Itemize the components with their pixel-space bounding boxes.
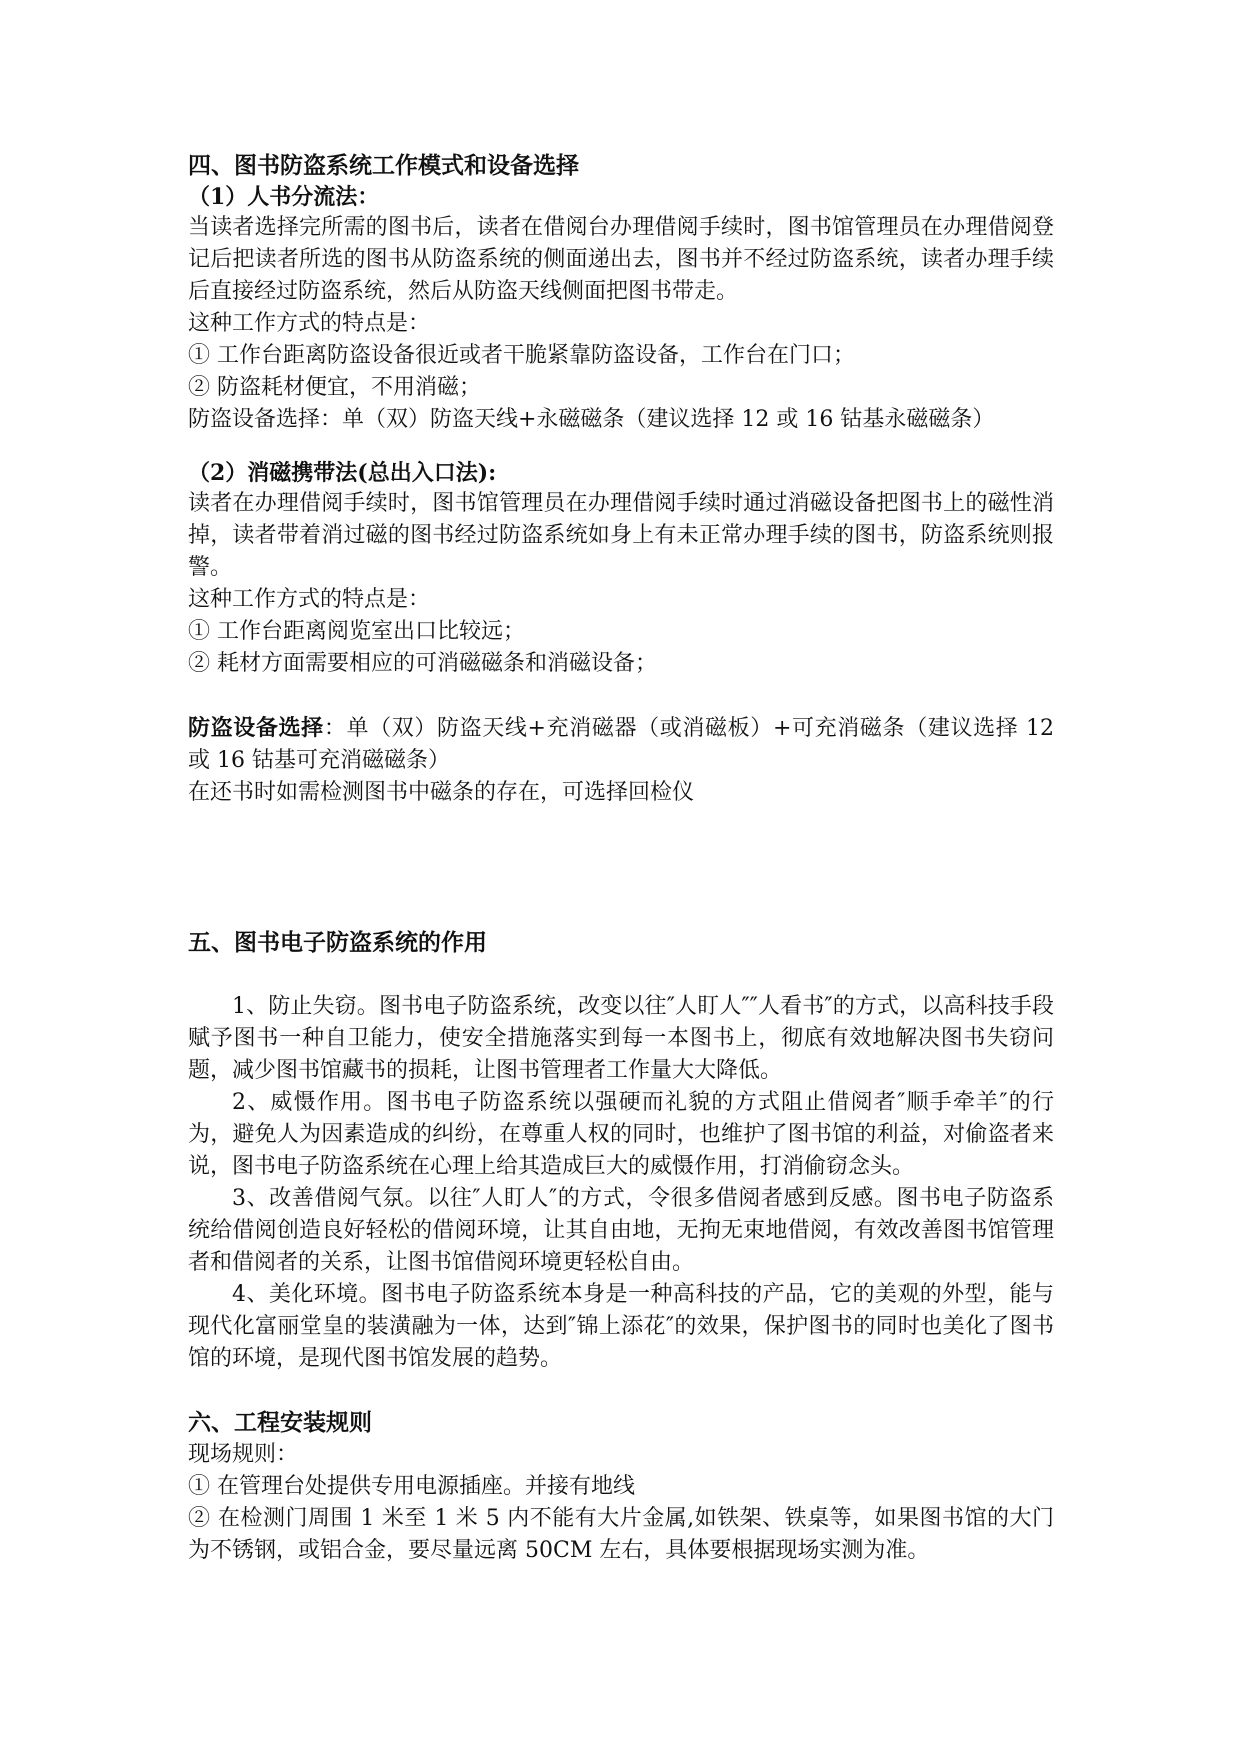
function-paragraph-1: 1、防止失窃。图书电子防盗系统，改变以往″人盯人″″人看书″的方式，以高科技手段赋予图书一种自卫能力，使安全措施落实到每一本图书上，彻底有效地解决图书失窃问题，减少图书馆藏书的损耗，让图书管理者工作量大大降低。 [188,994,1054,1083]
site-rule-1: ① 在管理台处提供专用电源插座。并接有地线 [188,1474,635,1499]
spacer [188,809,1054,927]
document-page [188,150,1054,1567]
section-5-heading: 五、图书电子防盗系统的作用 [188,929,487,956]
mode-2-description: 读者在办理借阅手续时，图书馆管理员在办理借阅手续时通过消磁设备把图书上的磁性消掉，读者带着消过磁的图书经过防盗系统如身上有未正常办理手续的图书，防盗系统则报警。 [188,491,1054,580]
section-6-heading: 六、工程安装规则 [188,1409,372,1436]
mode-2-features-intro: 这种工作方式的特点是： [188,587,431,612]
mode-2-equipment-label: 防盗设备选择 [188,715,324,741]
spacer [188,436,1054,458]
function-paragraph-2: 2、威慑作用。图书电子防盗系统以强硬而礼貌的方式阻止借阅者″顺手牵羊″的行为，避免人为因素造成的纠纷，在尊重人权的同时，也维护了图书馆的利益，对偷盗者来说，图书电子防盗系统在心理上给其造成巨大的威慑作用，打消偷窃念头。 [188,1090,1054,1179]
mode-2-heading: （2）消磁携带法(总出入口法): [188,460,497,486]
mode-2-feature-1: ① 工作台距离阅览室出口比较远； [188,619,525,644]
site-rule-2: ② 在检测门周围 1 米至 1 米 5 内不能有大片金属,如铁架、铁桌等，如果图书馆的大门为不锈钢，或铝合金，要尽量远离 50CM 左右，具体要根据现场实测为准。 [188,1506,1054,1563]
mode-2-equipment-text: ：单（双）防盗天线+充消磁器（或消磁板）+可充消磁条（建议选择 12 或 16 钴基可充消磁磁条） [188,716,1054,773]
spacer [188,680,1054,712]
mode-1-features-intro: 这种工作方式的特点是： [188,311,431,336]
spacer [188,959,1054,991]
function-paragraph-3: 3、改善借阅气氛。以往″人盯人″的方式，令很多借阅者感到反感。图书电子防盗系统给借阅创造良好轻松的借阅环境，让其自由地，无拘无束地借阅，有效改善图书馆管理者和借阅者的关系，让图书馆借阅环境更轻松自由。 [188,1186,1054,1275]
mode-1-feature-2: ② 防盗耗材便宜，不用消磁； [188,375,481,400]
function-paragraph-4: 4、美化环境。图书电子防盗系统本身是一种高科技的产品，它的美观的外型，能与现代化富丽堂皇的装潢融为一体，达到″锦上添花″的效果，保护图书的同时也美化了图书馆的环境，是现代图书馆发展的趋势。 [188,1282,1054,1371]
mode-2-feature-2: ② 耗材方面需要相应的可消磁磁条和消磁设备； [188,651,657,676]
mode-1-equipment: 防盗设备选择：单（双）防盗天线+永磁磁条（建议选择 12 或 16 钴基永磁磁条） [188,407,995,432]
mode-2-equipment [188,712,1054,777]
spacer [188,1375,1054,1407]
mode-1-heading: （1）人书分流法： [188,184,380,210]
site-rules-intro: 现场规则： [188,1442,299,1467]
section-4-heading: 四、图书防盗系统工作模式和设备选择 [188,152,579,179]
mode-1-feature-1: ① 工作台距离防盗设备很近或者干脆紧靠防盗设备，工作台在门口； [188,343,855,368]
mode-2-note: 在还书时如需检测图书中磁条的存在，可选择回检仪 [188,780,695,805]
mode-1-description: 当读者选择完所需的图书后，读者在借阅台办理借阅手续时，图书馆管理员在办理借阅登记后把读者所选的图书从防盗系统的侧面递出去，图书并不经过防盗系统，读者办理手续后直接经过防盗系统，然后从防盗天线侧面把图书带走。 [188,215,1054,304]
